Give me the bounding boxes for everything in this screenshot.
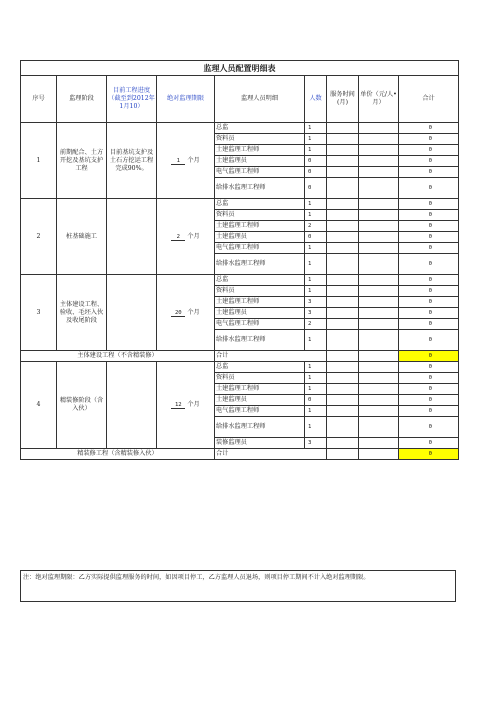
staff-unit-price (359, 406, 399, 417)
table-row (21, 199, 459, 210)
table-row (21, 362, 459, 373)
stage-name: 主体建设工程、验收、毛坯入伙及收尾阶段 (57, 275, 107, 351)
staff-service-time (327, 395, 359, 406)
subtotal-value: 0 (399, 351, 459, 362)
subtotal-label: 精装修工程（含精装修入伙） (21, 449, 215, 460)
staff-unit-price (359, 417, 399, 438)
staff-count: 2 (305, 221, 327, 232)
staff-service-time (327, 275, 359, 286)
staff-unit-price (359, 221, 399, 232)
staff-role: 给排水监理工程师 (215, 330, 305, 351)
staff-total: 0 (399, 134, 459, 145)
stage-seq: 4 (21, 362, 57, 449)
stage-period (157, 362, 215, 449)
staff-count: 1 (305, 210, 327, 221)
staff-unit-price (359, 199, 399, 210)
staff-count: 1 (305, 286, 327, 297)
staff-count: 3 (305, 308, 327, 319)
staff-count: 1 (305, 406, 327, 417)
period-unit: 个月 (187, 232, 200, 240)
header-detail: 监理人员明细 (215, 76, 305, 123)
staff-role: 土建监理员 (215, 232, 305, 243)
stage-name: 前期配合、土方开挖及基坑支护工程 (57, 123, 107, 199)
staff-count: 2 (305, 319, 327, 330)
period-unit: 个月 (187, 401, 200, 408)
staff-role: 土建监理工程师 (215, 297, 305, 308)
staff-role: 总监 (215, 362, 305, 373)
subtotal-empty-service (327, 351, 359, 362)
staff-service-time (327, 286, 359, 297)
staff-total: 0 (399, 384, 459, 395)
staff-unit-price (359, 232, 399, 243)
staff-role: 总监 (215, 199, 305, 210)
staff-role: 给排水监理工程师 (215, 254, 305, 275)
staff-unit-price (359, 384, 399, 395)
staff-total: 0 (399, 210, 459, 221)
staff-role: 资料员 (215, 134, 305, 145)
staff-unit-price (359, 438, 399, 449)
staff-unit-price (359, 395, 399, 406)
stage-period (157, 123, 215, 199)
staff-count: 1 (305, 199, 327, 210)
period-value: 12 (171, 402, 185, 409)
staff-count: 1 (305, 384, 327, 395)
staff-service-time (327, 145, 359, 156)
staff-total: 0 (399, 319, 459, 330)
staff-service-time (327, 221, 359, 232)
staff-service-time (327, 178, 359, 199)
staff-role: 电气监理工程师 (215, 406, 305, 417)
header-progress: 目前工程进度（截至到2012年1月10） (107, 76, 157, 123)
staff-total: 0 (399, 123, 459, 134)
staff-unit-price (359, 373, 399, 384)
staff-role: 资料员 (215, 373, 305, 384)
staff-role: 土建监理工程师 (215, 221, 305, 232)
staff-total: 0 (399, 254, 459, 275)
staff-role: 土建监理员 (215, 156, 305, 167)
staff-count: 0 (305, 395, 327, 406)
staff-total: 0 (399, 199, 459, 210)
stage-name: 精装修阶段（含入伙） (57, 362, 107, 449)
subtotal-value: 0 (399, 449, 459, 460)
staff-service-time (327, 438, 359, 449)
staff-total: 0 (399, 221, 459, 232)
staff-unit-price (359, 330, 399, 351)
staff-count: 1 (305, 254, 327, 275)
stage-seq: 3 (21, 275, 57, 351)
staff-count: 1 (305, 145, 327, 156)
subtotal-main-row (21, 351, 459, 362)
subtotal-empty-service (327, 449, 359, 460)
subtotal-sum-label: 合计 (215, 449, 327, 460)
header-total: 合计 (399, 76, 459, 123)
staff-service-time (327, 373, 359, 384)
staff-total: 0 (399, 232, 459, 243)
staff-role: 总监 (215, 123, 305, 134)
period-value: 2 (171, 234, 185, 241)
staff-role: 资料员 (215, 210, 305, 221)
staff-unit-price (359, 275, 399, 286)
staff-unit-price (359, 254, 399, 275)
staff-unit-price (359, 243, 399, 254)
header-unit-price: 单价（元/人•月） (359, 76, 399, 123)
staff-count: 1 (305, 275, 327, 286)
staff-total: 0 (399, 417, 459, 438)
staff-service-time (327, 199, 359, 210)
staff-service-time (327, 297, 359, 308)
staff-unit-price (359, 167, 399, 178)
staff-unit-price (359, 362, 399, 373)
staff-count: 0 (305, 167, 327, 178)
header-service-time: 服务时间(月) (327, 76, 359, 123)
header-row (21, 76, 459, 123)
staff-service-time (327, 232, 359, 243)
stage-progress (107, 199, 157, 275)
staffing-table-sheet (20, 60, 458, 460)
stage-period (157, 275, 215, 351)
staff-service-time (327, 254, 359, 275)
staffing-table (20, 60, 459, 460)
staff-count: 0 (305, 232, 327, 243)
staff-total: 0 (399, 362, 459, 373)
staff-unit-price (359, 134, 399, 145)
staff-count: 3 (305, 297, 327, 308)
staff-total: 0 (399, 297, 459, 308)
staff-service-time (327, 167, 359, 178)
staff-unit-price (359, 308, 399, 319)
staff-role: 电气监理工程师 (215, 167, 305, 178)
period-unit: 个月 (187, 308, 200, 316)
staff-total: 0 (399, 178, 459, 199)
staff-service-time (327, 330, 359, 351)
staff-service-time (327, 308, 359, 319)
staff-role: 给排水监理工程师 (215, 417, 305, 438)
period-value: 1 (171, 158, 185, 165)
stage-progress: 目前基坑支护及土石方挖运工程完成90%。 (107, 123, 157, 199)
staff-count: 0 (305, 156, 327, 167)
staff-total: 0 (399, 167, 459, 178)
staff-count: 1 (305, 362, 327, 373)
staff-total: 0 (399, 438, 459, 449)
staff-unit-price (359, 156, 399, 167)
staff-service-time (327, 417, 359, 438)
staff-count: 3 (305, 438, 327, 449)
staff-role: 总监 (215, 275, 305, 286)
staff-unit-price (359, 123, 399, 134)
subtotal-empty-price (359, 351, 399, 362)
staff-unit-price (359, 210, 399, 221)
stage-period (157, 199, 215, 275)
staff-unit-price (359, 178, 399, 199)
staff-service-time (327, 123, 359, 134)
header-stage: 监理阶段 (57, 76, 107, 123)
subtotal-empty-price (359, 449, 399, 460)
subtotal-label: 主体建设工程（不含精装修） (21, 351, 215, 362)
period-value: 20 (171, 310, 185, 317)
staff-unit-price (359, 319, 399, 330)
stage-seq: 2 (21, 199, 57, 275)
staff-role: 给排水监理工程师 (215, 178, 305, 199)
staff-service-time (327, 319, 359, 330)
staff-unit-price (359, 297, 399, 308)
staff-count: 1 (305, 134, 327, 145)
stage-progress (107, 362, 157, 449)
header-period: 绝对监理期限 (157, 76, 215, 123)
table-row (21, 123, 459, 134)
staff-service-time (327, 406, 359, 417)
staff-role: 土建监理工程师 (215, 145, 305, 156)
staff-unit-price (359, 286, 399, 297)
staff-total: 0 (399, 286, 459, 297)
staff-count: 0 (305, 178, 327, 199)
staff-role: 土建监理员 (215, 395, 305, 406)
staff-role: 土建监理工程师 (215, 384, 305, 395)
staff-total: 0 (399, 330, 459, 351)
stage-progress (107, 275, 157, 351)
staff-total: 0 (399, 395, 459, 406)
staff-role: 土建监理员 (215, 308, 305, 319)
staff-total: 0 (399, 156, 459, 167)
staff-total: 0 (399, 275, 459, 286)
stage-seq: 1 (21, 123, 57, 199)
staff-count: 1 (305, 417, 327, 438)
staff-total: 0 (399, 308, 459, 319)
staff-count: 1 (305, 330, 327, 351)
staff-count: 1 (305, 243, 327, 254)
staff-role: 资料员 (215, 286, 305, 297)
header-seq: 序号 (21, 76, 57, 123)
staff-service-time (327, 384, 359, 395)
header-count: 人数 (305, 76, 327, 123)
staff-service-time (327, 362, 359, 373)
staff-service-time (327, 134, 359, 145)
staff-count: 1 (305, 373, 327, 384)
table-row (21, 275, 459, 286)
period-unit: 个月 (187, 156, 200, 164)
staff-service-time (327, 210, 359, 221)
staff-count: 1 (305, 123, 327, 134)
staff-total: 0 (399, 145, 459, 156)
footnote: 注：绝对监理期限：乙方实际提供监理服务的时间，如因项目停工，乙方监理人员退场，则项目停工期间不计入绝对监理期限。 (20, 570, 456, 602)
staff-service-time (327, 156, 359, 167)
subtotal-sum-label: 合计 (215, 351, 327, 362)
stage-name: 桩基础施工 (57, 199, 107, 275)
staff-role: 装修监理员 (215, 438, 305, 449)
subtotal-fitout-row (21, 449, 459, 460)
staff-total: 0 (399, 243, 459, 254)
staff-role: 电气监理工程师 (215, 243, 305, 254)
staff-role: 电气监理工程师 (215, 319, 305, 330)
staff-total: 0 (399, 406, 459, 417)
staff-service-time (327, 243, 359, 254)
staff-unit-price (359, 145, 399, 156)
table-title: 监理人员配置明细表 (21, 61, 459, 76)
staff-total: 0 (399, 373, 459, 384)
